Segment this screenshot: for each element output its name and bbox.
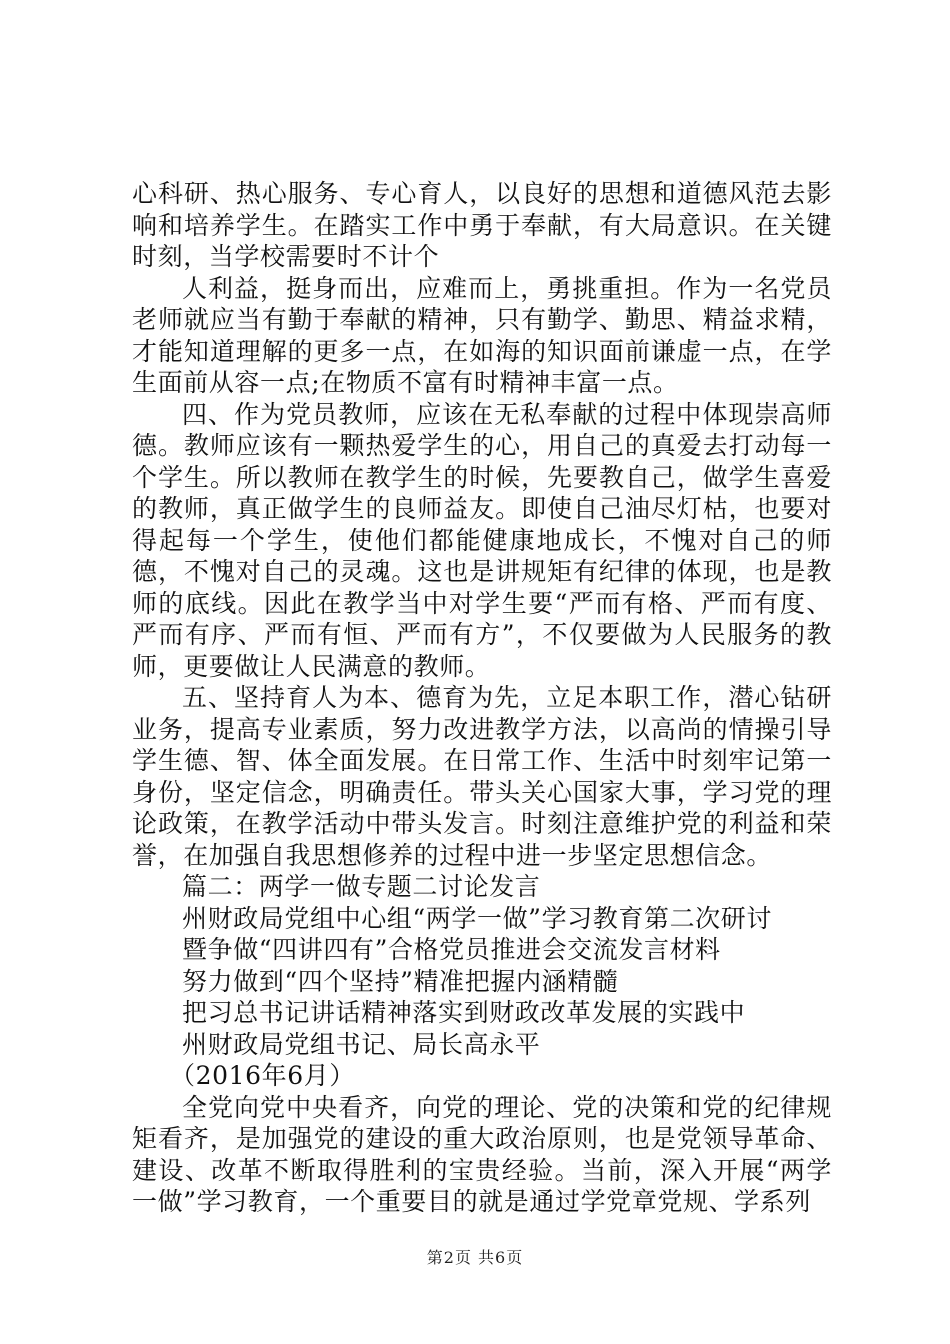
paragraph-body: 全党向党中央看齐，向党的理论、党的决策和党的纪律规矩看齐，是加强党的建设的重大政治原则，也是党领导革命、建设、改革不断取得胜利的宝贵经验。当前，深入开展“两学一做”学习教育，一个重要目的就是通过学党章党规、学系列: [132, 1092, 832, 1216]
paragraph-section-five: 五、坚持育人为本、德育为先，立足本职工作，潜心钻研业务，提高专业素质，努力改进教学方法，以高尚的情操引导学生德、智、体全面发展。在日常工作、生活中时刻牢记第一身份，坚定信念，明确责任。带头关心国家大事，学习党的理论政策，在教学活动中带头发言。时刻注意维护党的利益和荣誉，在加强自我思想修养的过程中进一步坚定思想信念。: [132, 683, 832, 870]
page-number: 第2页 共6页: [426, 1248, 524, 1267]
document-body: [132, 178, 832, 1218]
author-line: 州财政局党组书记、局长高永平: [182, 1029, 541, 1059]
paragraph-section-four: 四、作为党员教师，应该在无私奉献的过程中体现崇高师德。教师应该有一颗热爱学生的心，用自己的真爱去打动每一个学生。所以教师在教学生的时候，先要教自己，做学生喜爱的教师，真正做学生的良师益友。即使自己油尽灯枯，也要对得起每一个学生，使他们都能健康地成长，不愧对自己的师德，不愧对自己的灵魂。这也是讲规矩有纪律的体现，也是教师的底线。因此在教学当中对学生要“严而有格、严而有度、严而有序、严而有恒、严而有方”，不仅要做为人民服务的教师，更要做让人民满意的教师。: [132, 399, 832, 681]
article-subtitle-line-2: 暨争做“四讲四有”合格党员推进会交流发言材料: [182, 935, 721, 964]
paragraph: 人利益，挺身而出，应难而上，勇挑重担。作为一名党员老师就应当有勤于奉献的精神，只有勤学、勤思、精益求精，才能知道理解的更多一点，在如海的知识面前谦虚一点，在学生面前从容一点;在物质不富有时精神丰富一点。: [132, 273, 832, 397]
article-title: 努力做到“四个坚持”精准把握内涵精髓: [182, 966, 619, 996]
article-heading: 篇二：两学一做专题二讨论发言: [182, 872, 541, 901]
paragraph-continuation: 心科研、热心服务、专心育人，以良好的思想和道德风范去影响和培养学生。在踏实工作中勇于奉献，有大局意识。在关键时刻，当学校需要时不计个: [132, 179, 832, 271]
date-line: （2016年6月）: [170, 1061, 355, 1090]
article-subtitle-line-1: 州财政局党组中心组“两学一做”学习教育第二次研讨: [182, 903, 772, 933]
article-title-sub: 把习总书记讲话精神落实到财政改革发展的实践中: [182, 998, 746, 1027]
